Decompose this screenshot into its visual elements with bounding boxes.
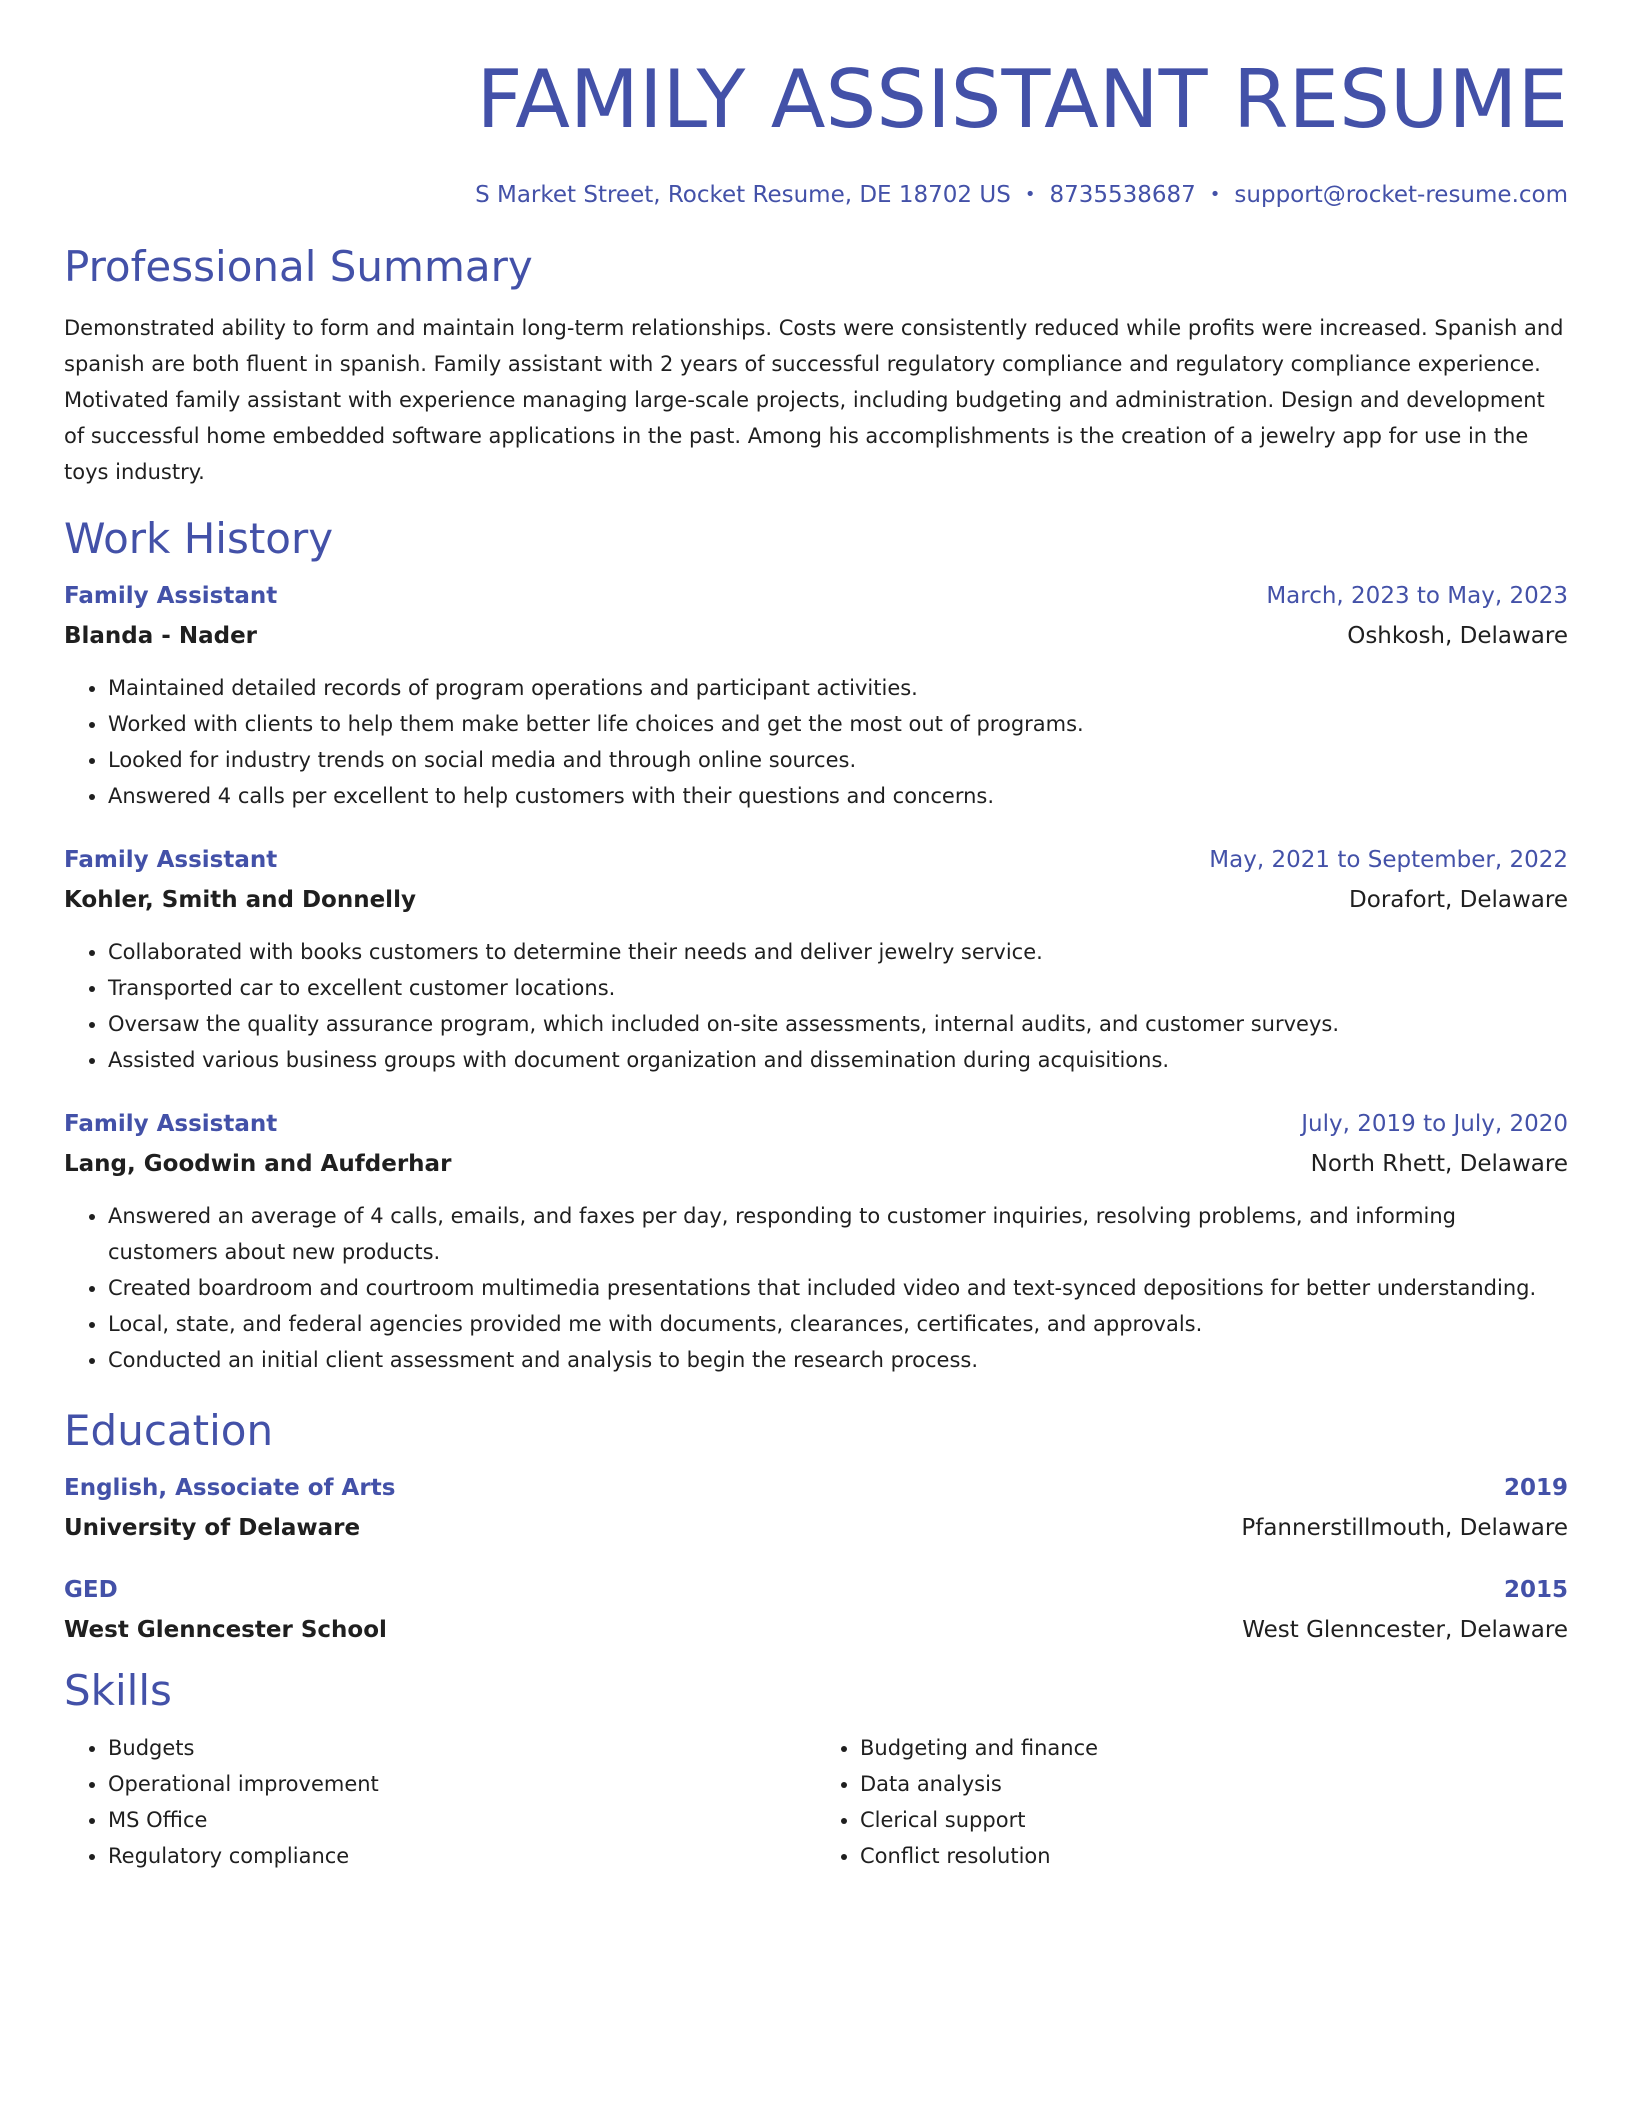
list-item: • Maintained detailed records of program operations and participant activities. — [108, 670, 1568, 706]
education-location: West Glenncester, Delaware — [1242, 1617, 1568, 1643]
education-section — [64, 1406, 1568, 1646]
contact-email[interactable]: support@rocket-resume.com — [1234, 182, 1568, 208]
education-header-row — [64, 1472, 1568, 1504]
job-header-row — [64, 1108, 1568, 1140]
skills-columns — [64, 1730, 1568, 1874]
list-item: • Conducted an initial client assessment and analysis to begin the research process. — [108, 1342, 1568, 1378]
contact-address: S Market Street, Rocket Resume, DE 18702 US — [475, 182, 1011, 208]
education-entry — [64, 1472, 1568, 1544]
list-item: • Created boardroom and courtroom multimedia presentations that included video and text-synced depositions for better understanding. — [108, 1270, 1568, 1306]
education-degree: GED — [64, 1577, 118, 1603]
list-item: • MS Office — [108, 1802, 816, 1838]
resume-title: FAMILY ASSISTANT RESUME — [476, 53, 1568, 146]
skills-list-right — [816, 1730, 1568, 1874]
skills-section — [64, 1666, 1568, 1874]
list-item: • Collaborated with books customers to determine their needs and deliver jewelry service. — [108, 934, 1568, 970]
education-entry — [64, 1574, 1568, 1646]
list-item: • Answered 4 calls per excellent to help customers with their questions and concerns. — [108, 778, 1568, 814]
list-item: • Transported car to excellent customer locations. — [108, 970, 1568, 1006]
skills-heading: Skills — [64, 1666, 172, 1715]
list-item: • Local, state, and federal agencies provided me with documents, clearances, certificates, and approvals. — [108, 1306, 1568, 1342]
resume-header — [64, 0, 1568, 210]
job-company: Kohler, Smith and Donnelly — [64, 887, 416, 913]
job-role: Family Assistant — [64, 1111, 278, 1137]
list-item: • Operational improvement — [108, 1766, 816, 1802]
summary-text: Demonstrated ability to form and maintain long-term relationships. Costs were consistently reduced while profits were increased. Spanish and spanish are both fluent in spanish. Family assistant with 2 years of successful regulatory compliance and regulatory compliance experience. Motivated family assistant with experience managing large-scale projects, including budgeting and administration. Design and development of successful home embedded software applications in the past. Among his accomplishments is the creation of a jewelry app for use in the toys industry. — [64, 316, 1564, 484]
job-location: Oshkosh, Delaware — [1347, 623, 1568, 649]
work-history-heading: Work History — [64, 514, 334, 563]
skills-list-left — [64, 1730, 816, 1874]
summary-heading: Professional Summary — [64, 242, 533, 291]
list-item: • Worked with clients to help them make better life choices and get the most out of programs. — [108, 706, 1568, 742]
education-school: University of Delaware — [64, 1515, 361, 1541]
list-item: • Conflict resolution — [860, 1838, 1568, 1874]
contact-separator: • — [1024, 184, 1036, 205]
summary-section — [64, 242, 1568, 490]
list-item: • Clerical support — [860, 1802, 1568, 1838]
job-company: Blanda - Nader — [64, 623, 258, 649]
job-company-row — [64, 876, 1568, 916]
job-location: North Rhett, Delaware — [1310, 1151, 1568, 1177]
work-history-section — [64, 514, 1568, 1378]
education-degree: English, Associate of Arts — [64, 1475, 396, 1501]
list-item: • Looked for industry trends on social media and through online sources. — [108, 742, 1568, 778]
contact-separator: • — [1209, 184, 1221, 205]
job-dates: May, 2021 to September, 2022 — [1209, 847, 1568, 873]
job-role: Family Assistant — [64, 583, 278, 609]
job-company-row — [64, 1140, 1568, 1180]
job-header-row — [64, 844, 1568, 876]
education-location: Pfannerstillmouth, Delaware — [1241, 1515, 1568, 1541]
job-dates: March, 2023 to May, 2023 — [1266, 583, 1568, 609]
education-school-row — [64, 1504, 1568, 1544]
list-item: • Budgets — [108, 1730, 816, 1766]
list-item: • Oversaw the quality assurance program, which included on-site assessments, internal audits, and customer surveys. — [108, 1006, 1568, 1042]
job-dates: July, 2019 to July, 2020 — [1301, 1111, 1568, 1137]
education-header-row — [64, 1574, 1568, 1606]
job-entry — [64, 844, 1568, 1078]
job-location: Dorafort, Delaware — [1349, 887, 1568, 913]
education-heading: Education — [64, 1406, 274, 1455]
job-bullets — [64, 934, 1568, 1078]
job-company: Lang, Goodwin and Aufderhar — [64, 1151, 452, 1177]
list-item: • Regulatory compliance — [108, 1838, 816, 1874]
list-item: • Budgeting and finance — [860, 1730, 1568, 1766]
job-entry — [64, 1108, 1568, 1378]
job-entry — [64, 580, 1568, 814]
list-item: • Assisted various business groups with document organization and dissemination during acquisitions. — [108, 1042, 1568, 1078]
education-year: 2019 — [1503, 1475, 1568, 1501]
education-school: West Glenncester School — [64, 1617, 387, 1643]
job-bullets — [64, 670, 1568, 814]
education-school-row — [64, 1606, 1568, 1646]
job-company-row — [64, 612, 1568, 652]
contact-phone: 8735538687 — [1049, 182, 1196, 208]
job-bullets — [64, 1198, 1568, 1378]
education-year: 2015 — [1503, 1577, 1568, 1603]
list-item: • Answered an average of 4 calls, emails, and faxes per day, responding to customer inquiries, resolving problems, and informing customers about new products. — [108, 1198, 1568, 1270]
job-role: Family Assistant — [64, 847, 278, 873]
list-item: • Data analysis — [860, 1766, 1568, 1802]
job-header-row — [64, 580, 1568, 612]
contact-line — [64, 180, 1568, 210]
